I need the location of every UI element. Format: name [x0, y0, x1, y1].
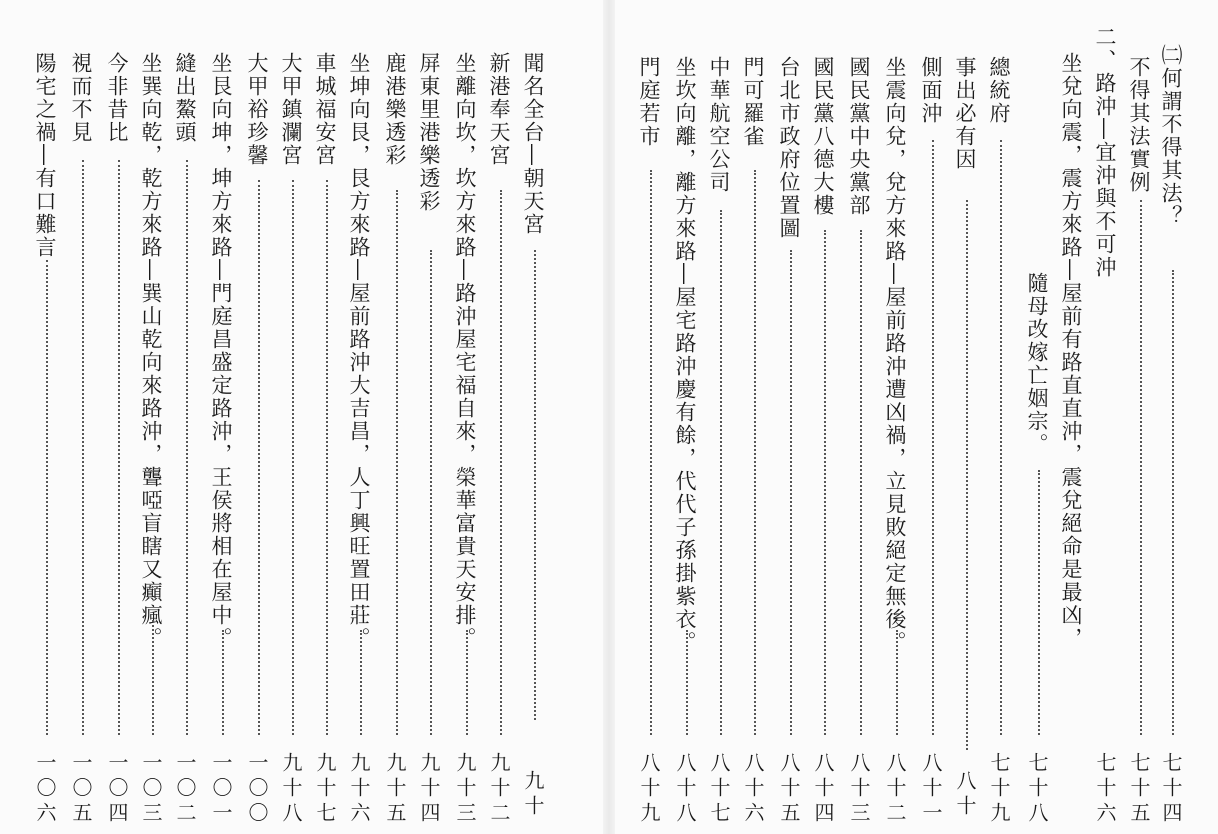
- toc-entry-text: 隨母改嫁亡姻宗。: [1025, 272, 1049, 456]
- toc-entry-page: 九十: [521, 770, 545, 820]
- toc-entry-text: 坐艮向坤，坤方來路―門庭昌盛定路沖，王侯將相在屋中。: [209, 52, 233, 650]
- toc-entry-page: 八十七: [707, 752, 731, 827]
- book-gutter: [603, 0, 615, 834]
- toc-entry-page: 一〇一: [209, 752, 233, 827]
- toc-entry-text: 總統府: [987, 56, 1011, 125]
- toc-entry-text: 事出必有因: [953, 56, 977, 171]
- toc-entry-page: 八十: [953, 770, 977, 820]
- toc-entry-text: 鹿港樂透彩: [383, 52, 407, 167]
- leader-dots: [966, 200, 968, 750]
- toc-entry-page: 九十七: [313, 752, 337, 827]
- leader-dots: [466, 630, 468, 735]
- toc-entry-page: 七十八: [1025, 752, 1049, 827]
- leader-dots: [720, 210, 722, 735]
- toc-entry-text: 今非昔比: [105, 52, 129, 144]
- leader-dots: [754, 170, 756, 735]
- leader-dots: [292, 180, 294, 735]
- leader-dots: [860, 230, 862, 735]
- toc-entry-page: 九十二: [487, 752, 511, 827]
- toc-entry-page: 七十九: [987, 752, 1011, 827]
- toc-entry-page: 八十八: [673, 752, 697, 827]
- toc-entry-text: 坐離向坎，坎方來路―路沖屋宅福自來，榮華富貴天安排。: [453, 52, 477, 650]
- toc-entry-page: 九十六: [347, 752, 371, 827]
- toc-entry-text: 坐坎向離，離方來路―屋宅路沖慶有餘，代代子孫掛紫衣。: [673, 56, 697, 654]
- toc-entry-text: 大甲裕珍馨: [245, 52, 269, 167]
- leader-dots: [500, 190, 502, 735]
- toc-entry-page: 九十五: [383, 752, 407, 827]
- leader-dots: [650, 170, 652, 735]
- toc-entry-text: 不得其法實例: [1127, 56, 1151, 194]
- toc-entry-text: 門庭若市: [637, 56, 661, 148]
- leader-dots: [118, 160, 120, 735]
- toc-entry-text: 縫出鰲頭: [173, 52, 197, 144]
- leader-dots: [790, 250, 792, 735]
- toc-section-text: 二、路沖―宜沖與不可沖: [1093, 26, 1117, 279]
- leader-dots: [222, 630, 224, 735]
- toc-entry-text: 側面沖: [919, 56, 943, 125]
- toc-entry-page: 一〇二: [173, 752, 197, 827]
- leader-dots: [824, 230, 826, 735]
- toc-entry-text: 中華航空公司: [707, 56, 731, 194]
- toc-entry-page: 八十一: [919, 752, 943, 827]
- leader-dots: [258, 180, 260, 735]
- toc-entry-text: 坐兌向震，震方來路―屋前有路直直沖，震兌絕命是最凶，: [1059, 52, 1083, 650]
- toc-entry-text: 視而不見: [69, 52, 93, 144]
- toc-entry-text: 門可羅雀: [741, 56, 765, 148]
- leader-dots: [896, 630, 898, 735]
- toc-entry-page: 八十六: [741, 752, 765, 827]
- toc-entry-text: 坐坤向艮，艮方來路―屋前路沖大吉昌，人丁興旺置田莊。: [347, 52, 371, 650]
- toc-entry-text: 國民黨中央黨部: [847, 56, 871, 217]
- toc-entry-text: 新港奉天宮: [487, 52, 511, 167]
- toc-entry-page: 九十四: [417, 752, 441, 827]
- toc-entry-page: 一〇〇: [245, 752, 269, 827]
- leader-dots: [396, 190, 398, 735]
- leader-dots: [82, 160, 84, 735]
- toc-entry-page: 一〇三: [139, 752, 163, 827]
- toc-entry-text: 坐震向兌，兌方來路―屋前路沖遭凶禍，立見敗絕定無後。: [883, 56, 907, 654]
- leader-dots: [686, 630, 688, 735]
- toc-entry-page: 一〇五: [69, 752, 93, 827]
- toc-entry-text: 屏東里港樂透彩: [417, 52, 441, 213]
- leader-dots: [1000, 140, 1002, 735]
- leader-dots: [46, 260, 48, 735]
- toc-entry-page: 一〇六: [33, 752, 57, 827]
- toc-entry-page: 七十六: [1093, 752, 1117, 827]
- toc-entry-text: 聞名全台―朝天宮: [521, 52, 545, 236]
- toc-entry-text: 大甲鎮瀾宮: [279, 52, 303, 167]
- toc-entry-page: 八十三: [847, 752, 871, 827]
- leader-dots: [326, 180, 328, 735]
- toc-heading-page: 七十四: [1159, 752, 1183, 827]
- leader-dots: [1140, 200, 1142, 735]
- toc-entry-text: 台北市政府位置圖: [777, 56, 801, 240]
- toc-entry-text: 坐巽向乾，乾方來路―巽山乾向來路沖，聾啞盲瞎又癲瘋。: [139, 52, 163, 650]
- toc-entry-page: 八十二: [883, 752, 907, 827]
- leader-dots: [430, 250, 432, 735]
- toc-entry-text: 陽宅之禍―有口難言: [33, 52, 57, 259]
- toc-entry-page: 九十八: [279, 752, 303, 827]
- toc-heading-text: ㈡何謂不得其法？: [1159, 44, 1183, 228]
- leader-dots: [360, 630, 362, 735]
- leader-dots: [152, 620, 154, 735]
- toc-entry-text: 國民黨八德大樓: [811, 56, 835, 217]
- leader-dots: [1172, 270, 1174, 735]
- toc-entry-page: 七十五: [1127, 752, 1151, 827]
- toc-entry-page: 八十九: [637, 752, 661, 827]
- toc-entry-page: 一〇四: [105, 752, 129, 827]
- toc-entry-page: 八十五: [777, 752, 801, 827]
- toc-entry-page: 八十四: [811, 752, 835, 827]
- toc-entry-text: 車城福安宮: [313, 52, 337, 167]
- toc-entry-page: 九十三: [453, 752, 477, 827]
- leader-dots: [534, 250, 536, 720]
- leader-dots: [186, 160, 188, 735]
- leader-dots: [932, 140, 934, 735]
- leader-dots: [1038, 470, 1040, 735]
